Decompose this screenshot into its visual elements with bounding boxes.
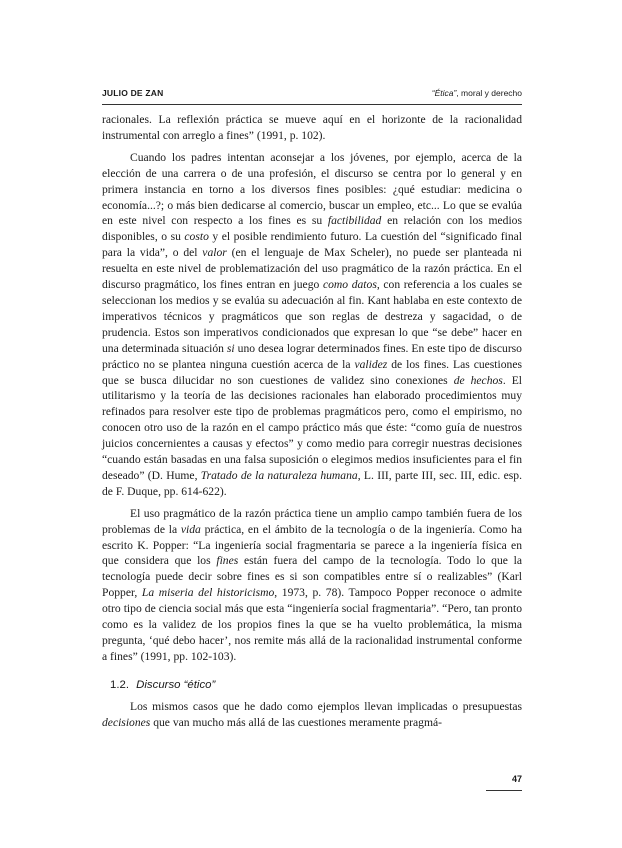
header-rule xyxy=(102,104,522,105)
page-number: 47 xyxy=(511,774,522,784)
italic-text-run: vida xyxy=(180,522,201,536)
text-run: Cuando los padres intentan aconsejar a los jóvenes, por ejemplo, acerca de la elección de una carrera o de una profesión, el discurso se centra por lo general y en primera instancia en torno a los diversos fines posibles: ¿qué estudiar: medicina o economía...?; o más bien dedicarse al comercio, buscar un empleo, etc... Lo que se evalúa en este nivel con respecto a los fines es su xyxy=(102,150,522,228)
italic-text-run: La miseria del historicismo xyxy=(141,586,275,600)
italic-text-run: factibilidad xyxy=(327,214,382,228)
header-title-rest: , moral y derecho xyxy=(456,88,522,98)
text-run: que van mucho más allá de las cuestiones meramente pragmá- xyxy=(150,715,442,729)
header-running-title xyxy=(432,88,522,98)
text-run: práctica, en el ámbito de la tecnología o de la ingeniería. Como ha escrito K. Popper: “La ingeniería social fragmentaria se parece a la ingeniería física en que considera que los xyxy=(102,522,522,568)
text-run: en relación con los medios disponibles, o su xyxy=(102,214,522,244)
page-number-rule xyxy=(486,790,522,791)
body-text xyxy=(102,112,522,731)
text-run: (en el lenguaje de Max Scheler), no puede ser planteada ni resuelta en este nivel de problematización del uso pragmático de la razón práctica. En el discurso pragmático, los fines entran en juego xyxy=(102,246,522,292)
running-header xyxy=(102,88,522,102)
header-title-quoted: “Ética” xyxy=(431,88,457,98)
italic-text-run: valor xyxy=(202,246,227,260)
italic-text-run: si xyxy=(226,341,235,355)
text-run: , con referencia a los cuales se seleccionan los medios y se evalúa su adecuación al fin. Kant hablaba en este contexto de imperativos técnicos y pragmáticos que son reglas de destreza y sagacidad, o de prudencia. Estos son imperativos condicionados que expresan lo que “se debe” hacer en una determinada situación xyxy=(102,278,522,355)
text-run: El uso pragmático de la razón práctica tiene un amplio campo también fuera de los problemas de la xyxy=(102,506,522,536)
header-author: JULIO DE ZAN xyxy=(102,88,164,98)
text-run: racionales. La reflexión práctica se mueve aquí en el horizonte de la racionalidad instrumental con arreglo a fines” (1991, p. 102). xyxy=(102,113,522,142)
italic-text-run: fines xyxy=(216,554,239,568)
text-run: y el posible rendimiento futuro. La cuestión del “significado final para la vida”, o del xyxy=(102,230,522,260)
italic-text-run: costo xyxy=(184,230,209,244)
italic-text-run: de hechos xyxy=(453,373,503,387)
italic-text-run: validez xyxy=(354,357,388,371)
italic-text-run: como datos xyxy=(322,278,377,292)
paragraph-parents-example xyxy=(102,150,522,500)
text-run: , 1973, p. 78). Tampoco Popper reconoce o admite otro tipo de ciencia social más que esta “ingeniería social fragmentaria”. “Pero, tan pronto como es la validez de los propios fines la que se ha vuelto problemática, la misma pregunta, ‘qué debo hacer’, nos remite más allá de la racionalidad instrumental conforme a fines” (1991, pp. 102-103). xyxy=(102,586,522,663)
text-run: uno desea lograr determinados fines. En este tipo de discurso práctico no se plantea ninguna cuestión acerca de la xyxy=(102,341,522,371)
text-run: , L. III, parte III, sec. III, edic. esp. de F. Duque, pp. 614-622). xyxy=(102,468,522,498)
section-number: 1.2. xyxy=(110,678,129,691)
italic-text-run: Tratado de la naturaleza humana xyxy=(200,468,358,482)
section-heading xyxy=(110,677,522,693)
text-run: Los mismos casos que he dado como ejemplos llevan implicadas o presupuestas xyxy=(130,699,522,713)
section-title: Discurso “ético” xyxy=(136,678,216,691)
paragraph-decisions xyxy=(102,699,522,731)
paragraph-popper xyxy=(102,506,522,665)
italic-text-run: decisiones xyxy=(102,715,151,729)
text-run: están fuera del campo de la tecnología. Todo lo que la tecnología puede decir sobre fines es si son compatibles entre sí o realizables” (Karl Popper, xyxy=(102,554,523,600)
text-run: . El utilitarismo y la teoría de las decisiones racionales han elaborado procedimientos muy refinados para resolver este tipo de problemas pragmáticos pero, como el empirismo, no conocen otro uso de la razón en el campo práctico más que éste: “como guía de nuestros juicios concernientes a causas y efectos” y como medio para corregir nuestras decisiones “cuando están basadas en una falsa suposición o elegimos medios insuficientes para el fin deseado” (D. Hume, xyxy=(102,373,522,482)
text-run: de los fines. Las cuestiones que se busca dilucidar no son cuestiones de validez sino conexiones xyxy=(102,357,522,387)
paragraph-continuation xyxy=(102,112,522,144)
